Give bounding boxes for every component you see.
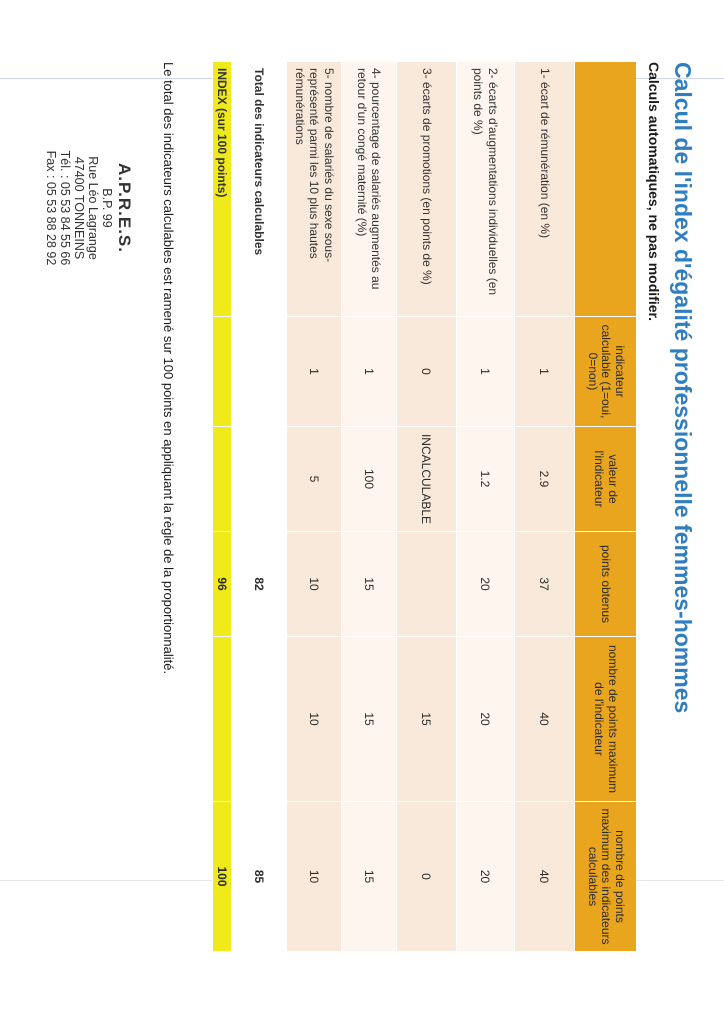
header-valeur: valeur de l'indicateur <box>574 427 636 532</box>
total-label: Total des indicateurs calculables <box>231 62 286 317</box>
cell-valeur: 1.2 <box>456 427 514 532</box>
cell-max-indicateur: 10 <box>286 637 341 802</box>
cell-max-indicateur: 20 <box>456 637 514 802</box>
total-max-calculables: 85 <box>231 802 286 952</box>
header-blank <box>574 62 636 317</box>
cell-max-calculables: 10 <box>286 802 341 952</box>
cell-valeur: 5 <box>286 427 341 532</box>
page-subtitle: Calculs automatiques, ne pas modifier. <box>646 62 662 322</box>
cell-max-indicateur: 15 <box>341 637 396 802</box>
cell-max-indicateur: 15 <box>396 637 456 802</box>
row-label: 1- écart de rémunération (en %) <box>514 62 574 317</box>
cell-max-calculables: 0 <box>396 802 456 952</box>
index-label: INDEX (sur 100 points) <box>212 62 231 317</box>
cell-points: 10 <box>286 532 341 637</box>
total-empty <box>231 427 286 532</box>
total-points: 82 <box>231 532 286 637</box>
stamp-line: Tél. : 05 53 84 55 66 <box>58 150 72 266</box>
company-stamp <box>44 108 134 308</box>
cell-valeur: 2.9 <box>514 427 574 532</box>
index-points: 96 <box>212 532 231 637</box>
footnote: Le total des indicateurs calculables est ramené sur 100 points en appliquant la règle de la proportionnalité. <box>161 62 176 675</box>
stamp-line: Fax : 05 53 88 28 92 <box>44 150 58 266</box>
cell-valeur: INCALCULABLE <box>396 427 456 532</box>
row-label: 5- nombre de salariés du sexe sous-représenté parmi les 10 plus hautes rémunérations <box>286 62 341 317</box>
cell-calculable: 1 <box>341 317 396 427</box>
cell-points: 15 <box>341 532 396 637</box>
header-points: points obtenus <box>574 532 636 637</box>
row-label: 2- écarts d'augmentations individuelles (en points de %) <box>456 62 514 317</box>
cell-max-calculables: 15 <box>341 802 396 952</box>
cell-calculable: 0 <box>396 317 456 427</box>
header-max-indicateur: nombre de points maximum de l'indicateur <box>574 637 636 802</box>
total-empty <box>231 317 286 427</box>
cell-points: 20 <box>456 532 514 637</box>
index-table <box>212 62 636 952</box>
stamp-line: Rue Léo Lagrange <box>86 156 100 260</box>
index-empty <box>212 317 231 427</box>
cell-valeur: 100 <box>341 427 396 532</box>
cell-max-calculables: 40 <box>514 802 574 952</box>
page-title: Calcul de l'index d'égalité professionnelle femmes-hommes <box>670 62 696 714</box>
row-label: 3- écarts de promotions (en points de %) <box>396 62 456 317</box>
index-max-calculables: 100 <box>212 802 231 952</box>
stamp-line: B.P. 99 <box>100 188 114 228</box>
cell-max-indicateur: 40 <box>514 637 574 802</box>
stamp-line: 47400 TONNEINS <box>72 156 86 260</box>
header-max-calculables: nombre de points maximum des indicateurs calculables <box>574 802 636 952</box>
cell-calculable: 1 <box>456 317 514 427</box>
total-empty <box>231 637 286 802</box>
index-empty <box>212 637 231 802</box>
cell-points <box>396 532 456 637</box>
cell-calculable: 1 <box>286 317 341 427</box>
index-empty <box>212 427 231 532</box>
row-label: 4- pourcentage de salariés augmentés au retour d'un congé maternité (%) <box>341 62 396 317</box>
header-calculable: indicateur calculable (1=oui, 0=non) <box>574 317 636 427</box>
cell-calculable: 1 <box>514 317 574 427</box>
cell-points: 37 <box>514 532 574 637</box>
cell-max-calculables: 20 <box>456 802 514 952</box>
stamp-org: A.P.R.E.S. <box>115 163 134 253</box>
